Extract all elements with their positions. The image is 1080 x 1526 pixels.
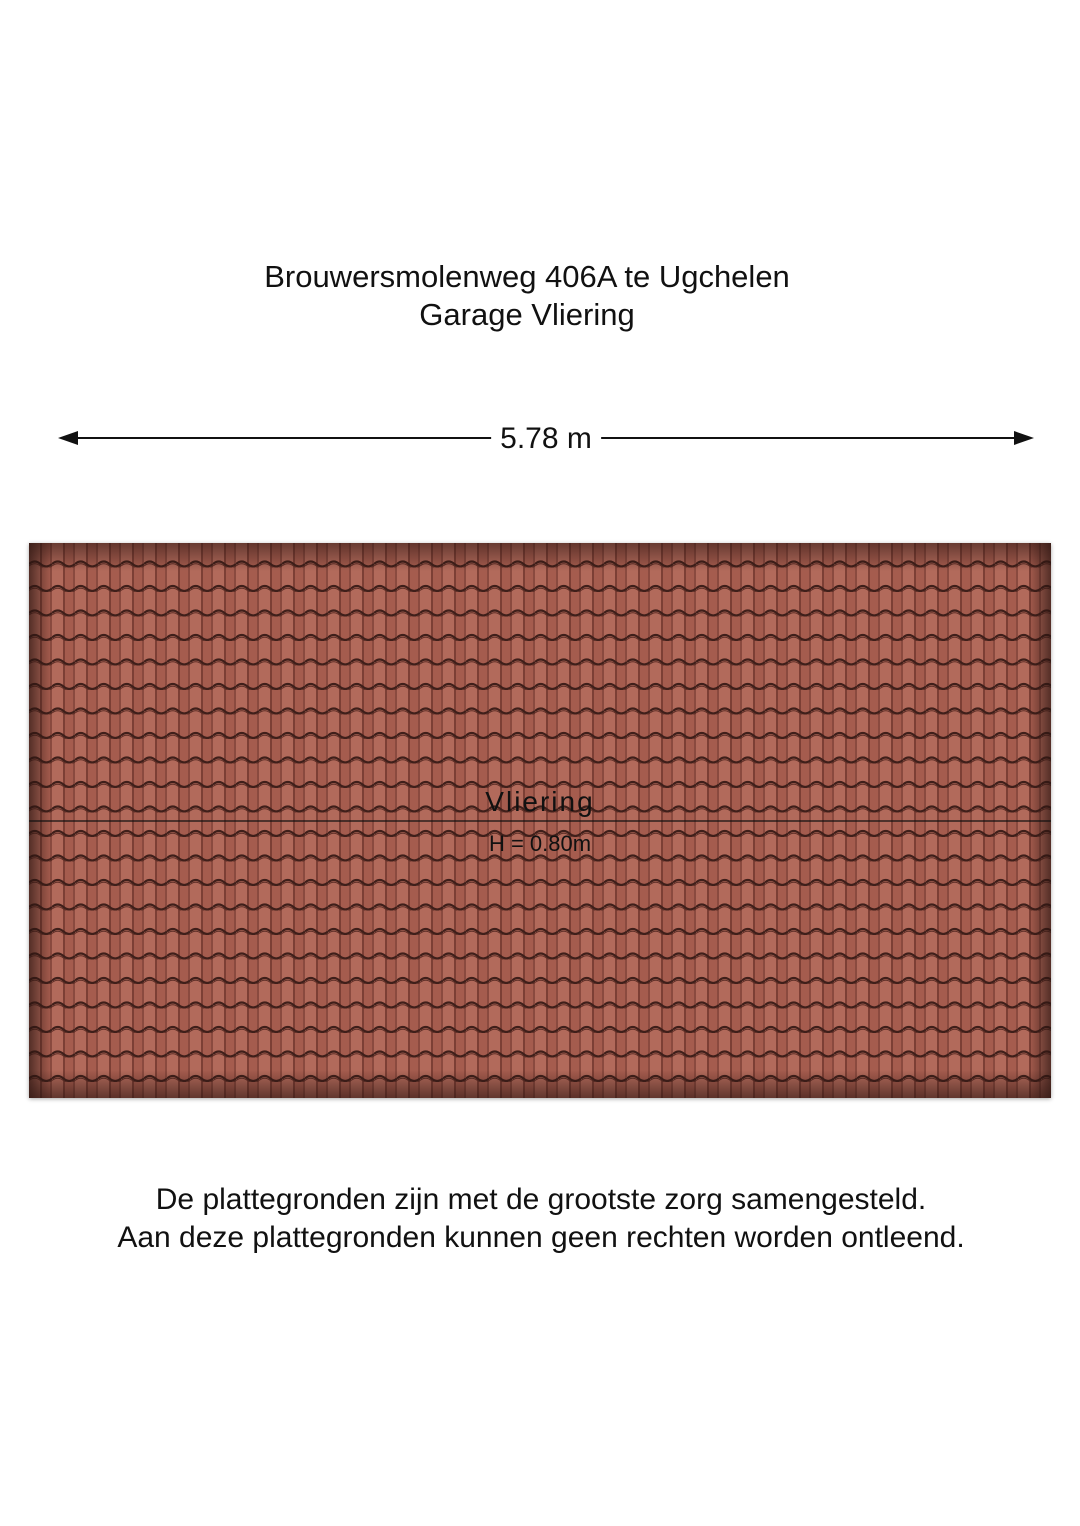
room-height: H = 0.80m xyxy=(488,831,592,856)
roof-tile-pattern xyxy=(29,543,1051,1098)
floor-title: Garage Vliering xyxy=(419,297,635,332)
room-name: Vliering xyxy=(485,786,595,817)
width-dimension xyxy=(58,418,1034,460)
disclaimer xyxy=(0,1181,1080,1257)
dimension-label: 5.78 m xyxy=(491,420,601,458)
plan-title xyxy=(0,258,1054,334)
address-title: Brouwersmolenweg 406A te Ugchelen xyxy=(264,259,790,294)
disclaimer-line-1: De plattegronden zijn met de grootste zorg samengesteld. xyxy=(155,1183,927,1216)
disclaimer-line-2: Aan deze plattegronden kunnen geen rechten worden ontleend. xyxy=(117,1221,965,1254)
roof-tiles-area xyxy=(29,543,1051,1098)
